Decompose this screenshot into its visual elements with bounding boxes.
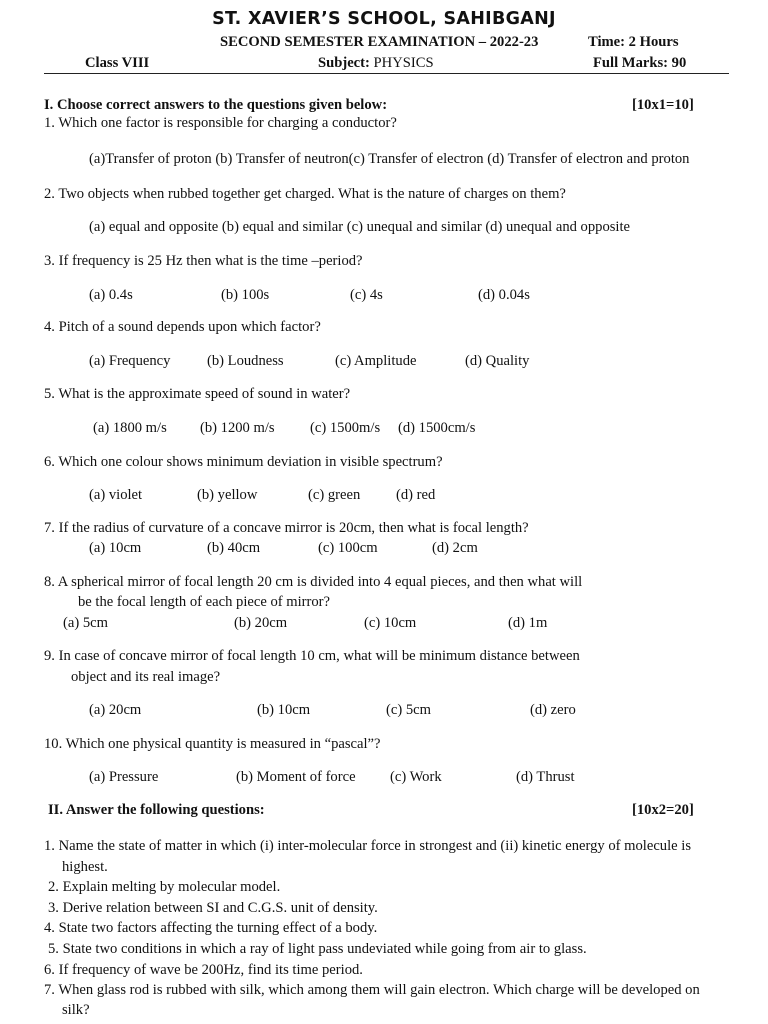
question-7: 7. If the radius of curvature of a concave mirror is 20cm, then what is focal length? <box>44 520 529 536</box>
question-8-continued: be the focal length of each piece of mirror? <box>78 594 331 610</box>
section2-question-6: 6. If frequency of wave be 200Hz, find its time period. <box>44 962 363 978</box>
question-9-option-a: (a) 20cm <box>89 702 142 718</box>
question-10-option-b: (b) Moment of force <box>236 769 356 785</box>
question-8-option-b: (b) 20cm <box>234 615 288 631</box>
section2-marks: [10x2=20] <box>632 802 694 818</box>
section2-question-4: 4. State two factors affecting the turning effect of a body. <box>44 920 378 936</box>
question-9-option-d: (d) zero <box>530 702 576 718</box>
question-4-option-a: (a) Frequency <box>89 353 171 369</box>
section2-question-1: 1. Name the state of matter in which (i) inter-molecular force in strongest and (ii) kinetic energy of molecule is <box>44 838 692 854</box>
school-name: ST. XAVIER’S SCHOOL, SAHIBGANJ <box>212 9 556 29</box>
exam-time: Time: 2 Hours <box>588 34 679 50</box>
subject-label: Subject: <box>318 55 370 71</box>
section1-title: I. Choose correct answers to the questions given below: <box>44 97 388 113</box>
section2-title: II. Answer the following questions: <box>48 802 265 818</box>
question-3-option-a: (a) 0.4s <box>89 287 133 303</box>
question-7-option-d: (d) 2cm <box>432 540 478 556</box>
question-8-option-a: (a) 5cm <box>63 615 108 631</box>
question-1-options: (a)Transfer of proton (b) Transfer of neutron(c) Transfer of electron (d) Transfer of electron and proton <box>89 151 690 167</box>
question-8-option-d: (d) 1m <box>508 615 548 631</box>
question-1: 1. Which one factor is responsible for charging a conductor? <box>44 115 397 131</box>
question-4-option-b: (b) Loudness <box>207 353 284 369</box>
question-10-option-a: (a) Pressure <box>89 769 159 785</box>
full-marks: Full Marks: 90 <box>593 55 687 71</box>
question-3-option-c: (c) 4s <box>350 287 383 303</box>
subject-value: PHYSICS <box>369 55 434 71</box>
exam-title: SECOND SEMESTER EXAMINATION – 2022-23 <box>220 34 539 50</box>
question-5-option-a: (a) 1800 m/s <box>93 420 167 436</box>
section1-marks: [10x1=10] <box>632 97 694 113</box>
question-2: 2. Two objects when rubbed together get charged. What is the nature of charges on them? <box>44 186 566 202</box>
question-10-option-c: (c) Work <box>390 769 442 785</box>
question-3: 3. If frequency is 25 Hz then what is the time –period? <box>44 253 363 269</box>
question-9-option-c: (c) 5cm <box>386 702 431 718</box>
subject-line <box>318 55 434 72</box>
question-10-option-d: (d) Thrust <box>516 769 575 785</box>
question-3-option-b: (b) 100s <box>221 287 270 303</box>
question-6-option-c: (c) green <box>308 487 361 503</box>
class-label: Class VIII <box>85 55 150 71</box>
section2-question-7-continued: silk? <box>62 1002 90 1018</box>
question-4-option-c: (c) Amplitude <box>335 353 417 369</box>
question-8-option-c: (c) 10cm <box>364 615 417 631</box>
question-9: 9. In case of concave mirror of focal length 10 cm, what will be minimum distance between <box>44 648 580 664</box>
section2-question-3: 3. Derive relation between SI and C.G.S. unit of density. <box>48 900 378 916</box>
question-4: 4. Pitch of a sound depends upon which factor? <box>44 319 321 335</box>
section2-question-7: 7. When glass rod is rubbed with silk, which among them will gain electron. Which charge will be developed on <box>44 982 700 998</box>
question-8: 8. A spherical mirror of focal length 20 cm is divided into 4 equal pieces, and then what will <box>44 574 583 590</box>
question-5-option-b: (b) 1200 m/s <box>200 420 275 436</box>
question-9-option-b: (b) 10cm <box>257 702 311 718</box>
question-7-option-c: (c) 100cm <box>318 540 378 556</box>
question-10: 10. Which one physical quantity is measured in “pascal”? <box>44 736 381 752</box>
question-6: 6. Which one colour shows minimum deviation in visible spectrum? <box>44 454 443 470</box>
question-3-option-d: (d) 0.04s <box>478 287 530 303</box>
section2-question-5: 5. State two conditions in which a ray of light pass undeviated while going from air to glass. <box>48 941 587 957</box>
question-5: 5. What is the approximate speed of sound in water? <box>44 386 351 402</box>
question-5-option-d: (d) 1500cm/s <box>398 420 476 436</box>
question-6-option-a: (a) violet <box>89 487 143 503</box>
section2-question-2: 2. Explain melting by molecular model. <box>48 879 281 895</box>
question-5-option-c: (c) 1500m/s <box>310 420 381 436</box>
question-9-continued: object and its real image? <box>71 669 221 685</box>
question-6-option-d: (d) red <box>396 487 436 503</box>
header-rule <box>44 73 729 74</box>
question-7-option-b: (b) 40cm <box>207 540 261 556</box>
question-4-option-d: (d) Quality <box>465 353 530 369</box>
question-2-options: (a) equal and opposite (b) equal and similar (c) unequal and similar (d) unequal and opposite <box>89 219 631 235</box>
question-6-option-b: (b) yellow <box>197 487 258 503</box>
question-7-option-a: (a) 10cm <box>89 540 142 556</box>
section2-question-1-continued: highest. <box>62 859 108 875</box>
